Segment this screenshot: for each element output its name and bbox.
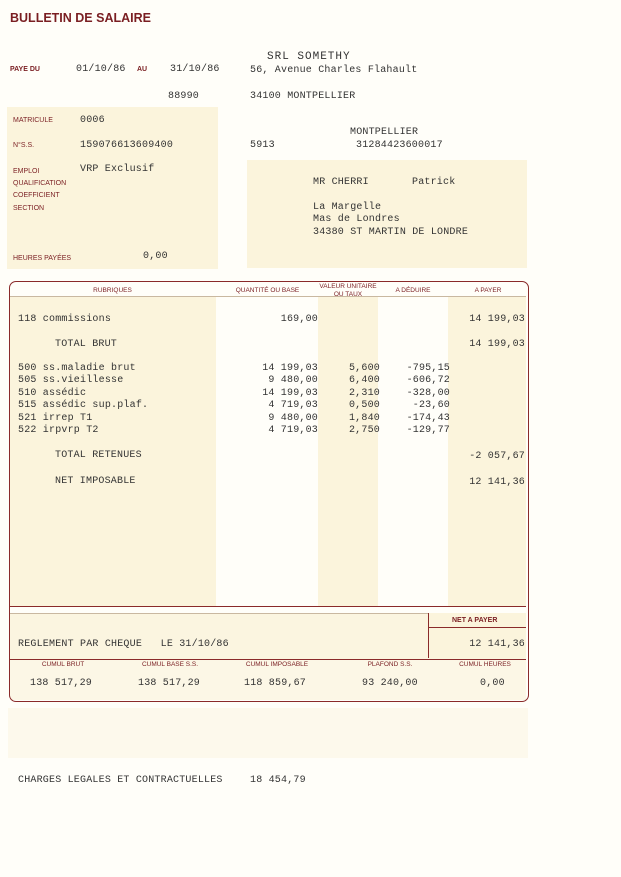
header-rubriques: RUBRIQUES xyxy=(93,287,132,294)
recipient-line2: Mas de Londres xyxy=(313,214,400,225)
employer-city: MONTPELLIER xyxy=(350,127,419,138)
row-taux: 5,600 xyxy=(348,363,380,374)
section-label: SECTION xyxy=(13,205,45,212)
row-taux: 6,400 xyxy=(348,375,380,386)
recipient-name: MR CHERRI xyxy=(313,177,369,188)
table-header-rule xyxy=(10,296,526,297)
row-rubrique: 515 assédic sup.plaf. xyxy=(18,400,149,411)
row-quantite: 14 199,03 xyxy=(262,363,318,374)
row-payer: 12 141,36 xyxy=(469,477,525,488)
header-payer: A PAYER xyxy=(474,287,502,294)
charges-band xyxy=(8,708,528,758)
qualification-label: QUALIFICATION xyxy=(13,180,67,187)
net-a-payer-label: NET A PAYER xyxy=(452,617,498,624)
row-rubrique: 505 ss.vieillesse xyxy=(18,375,124,386)
matricule-value: 0006 xyxy=(80,115,105,126)
row-taux: 2,750 xyxy=(348,425,380,436)
row-deduire: -129,77 xyxy=(406,425,450,436)
row-deduire: -795,15 xyxy=(406,363,450,374)
row-quantite: 4 719,03 xyxy=(268,425,318,436)
cumuls-rule xyxy=(10,659,526,660)
reglement-text: REGLEMENT PAR CHEQUE LE 31/10/86 xyxy=(18,639,229,650)
row-quantite: 9 480,00 xyxy=(268,375,318,386)
period-to-label: AU xyxy=(137,66,148,73)
header-deduire: A DÉDUIRE xyxy=(395,287,431,294)
cumul-value: 138 517,29 xyxy=(138,678,201,689)
row-deduire: -606,72 xyxy=(406,375,450,386)
cumul-value: 138 517,29 xyxy=(30,678,93,689)
employer-code: 5913 xyxy=(250,140,275,151)
row-payer: -2 057,67 xyxy=(469,451,525,462)
row-rubrique: 500 ss.maladie brut xyxy=(18,363,136,374)
row-quantite: 9 480,00 xyxy=(268,413,318,424)
emploi-value: VRP Exclusif xyxy=(80,164,155,175)
cumul-header: CUMUL BASE S.S. xyxy=(141,661,199,668)
row-taux: 0,500 xyxy=(348,400,380,411)
row-payer: 14 199,03 xyxy=(469,339,525,350)
row-rubrique: 522 irpvrp T2 xyxy=(18,425,99,436)
row-quantite: 4 719,03 xyxy=(268,400,318,411)
nss-label: N°S.S. xyxy=(13,142,35,149)
cumul-header: CUMUL HEURES xyxy=(459,661,511,668)
employee-info-panel xyxy=(7,107,218,269)
row-payer: 14 199,03 xyxy=(469,314,525,325)
cumul-value: 118 859,67 xyxy=(244,678,307,689)
row-rubrique: 510 assédic xyxy=(18,388,87,399)
row-deduire: -328,00 xyxy=(406,388,450,399)
cumul-value: 93 240,00 xyxy=(362,678,418,689)
employer-address1: 56, Avenue Charles Flahault xyxy=(250,65,418,76)
matricule-label: MATRICULE xyxy=(13,117,53,124)
row-rubrique: 521 irrep T1 xyxy=(18,413,93,424)
period-from: 01/10/86 xyxy=(76,64,126,75)
cumul-header: CUMUL IMPOSABLE xyxy=(245,661,309,668)
row-deduire: -174,43 xyxy=(406,413,450,424)
header-valeur: VALEUR UNITAIRE OU TAUX xyxy=(319,283,377,298)
coefficient-label: COEFFICIENT xyxy=(13,192,60,199)
recipient-firstname: Patrick xyxy=(412,177,456,188)
page-title: BULLETIN DE SALAIRE xyxy=(10,11,151,25)
net-a-payer-divider xyxy=(428,627,526,628)
row-deduire: -23,60 xyxy=(412,400,450,411)
charges-label: CHARGES LEGALES ET CONTRACTUELLES xyxy=(18,775,223,786)
table-footer-rule xyxy=(10,606,526,607)
row-quantite: 14 199,03 xyxy=(262,388,318,399)
net-a-payer-value: 12 141,36 xyxy=(469,639,525,650)
charges-value: 18 454,79 xyxy=(250,775,306,786)
recipient-line3: 34380 ST MARTIN DE LONDRE xyxy=(313,227,469,238)
emploi-label: EMPLOI xyxy=(13,168,40,175)
header-quantite: QUANTITÉ OU BASE xyxy=(235,287,300,294)
period-label: PAYE DU xyxy=(10,66,40,73)
employer-siret: 31284423600017 xyxy=(356,140,443,151)
row-rubrique: TOTAL RETENUES xyxy=(55,450,142,461)
row-rubrique: 118 commissions xyxy=(18,314,112,325)
row-rubrique: NET IMPOSABLE xyxy=(55,476,136,487)
period-to: 31/10/86 xyxy=(170,64,220,75)
heures-value: 0,00 xyxy=(143,251,168,262)
row-taux: 2,310 xyxy=(348,388,380,399)
heures-label: HEURES PAYÉES xyxy=(13,255,72,262)
cumul-header: PLAFOND S.S. xyxy=(367,661,413,668)
recipient-line1: La Margelle xyxy=(313,202,382,213)
nss-value: 159076613609400 xyxy=(80,140,174,151)
row-taux: 1,840 xyxy=(348,413,380,424)
cumul-value: 0,00 xyxy=(480,678,505,689)
employer-address2: 34100 MONTPELLIER xyxy=(250,91,356,102)
cumul-header: CUMUL BRUT xyxy=(41,661,85,668)
employer-name: SRL SOMETHY xyxy=(267,51,351,63)
row-rubrique: TOTAL BRUT xyxy=(55,339,118,350)
row-quantite: 169,00 xyxy=(280,314,318,325)
period-code: 88990 xyxy=(168,91,200,102)
